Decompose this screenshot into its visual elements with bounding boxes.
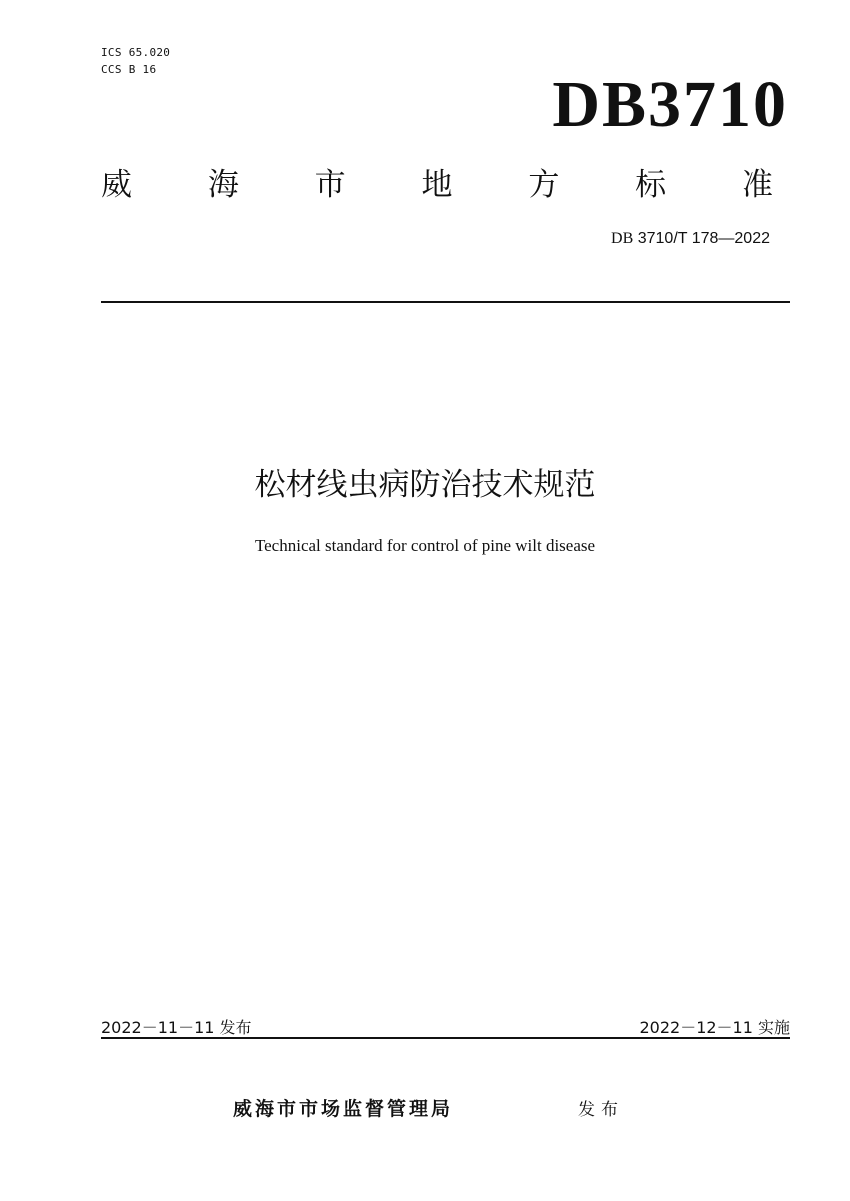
standard-type-char: 方 <box>528 167 560 203</box>
ics-code: ICS 65.020 <box>101 46 171 59</box>
standard-type-char: 地 <box>421 167 453 203</box>
implementation-date: 2022－12－11 实施 <box>639 1018 790 1037</box>
standard-code <box>611 230 770 248</box>
standard-type-char: 海 <box>207 167 239 203</box>
publisher-name: 威海市市场监督管理局 <box>233 1098 454 1120</box>
standard-code-number: 3710/T 178—2022 <box>637 230 770 247</box>
issue-date: 2022－11－11 发布 <box>101 1018 252 1037</box>
publish-label: 发布 <box>578 1100 624 1120</box>
standard-logo: DB3710 <box>552 68 788 141</box>
standard-type-heading <box>101 163 773 207</box>
classification-codes <box>101 44 170 78</box>
standard-type-char: 准 <box>741 167 773 203</box>
standard-type-char: 市 <box>314 167 346 203</box>
document-title-en: Technical standard for control of pine wilt disease <box>254 536 596 555</box>
document-title-zh: 松材线虫病防治技术规范 <box>254 467 596 503</box>
bottom-divider <box>101 1037 790 1039</box>
top-divider <box>101 301 790 303</box>
standard-code-prefix: DB <box>611 230 634 247</box>
standard-type-char: 威 <box>101 167 132 203</box>
standard-type-char: 标 <box>635 167 667 203</box>
ccs-code: CCS B 16 <box>101 63 157 76</box>
